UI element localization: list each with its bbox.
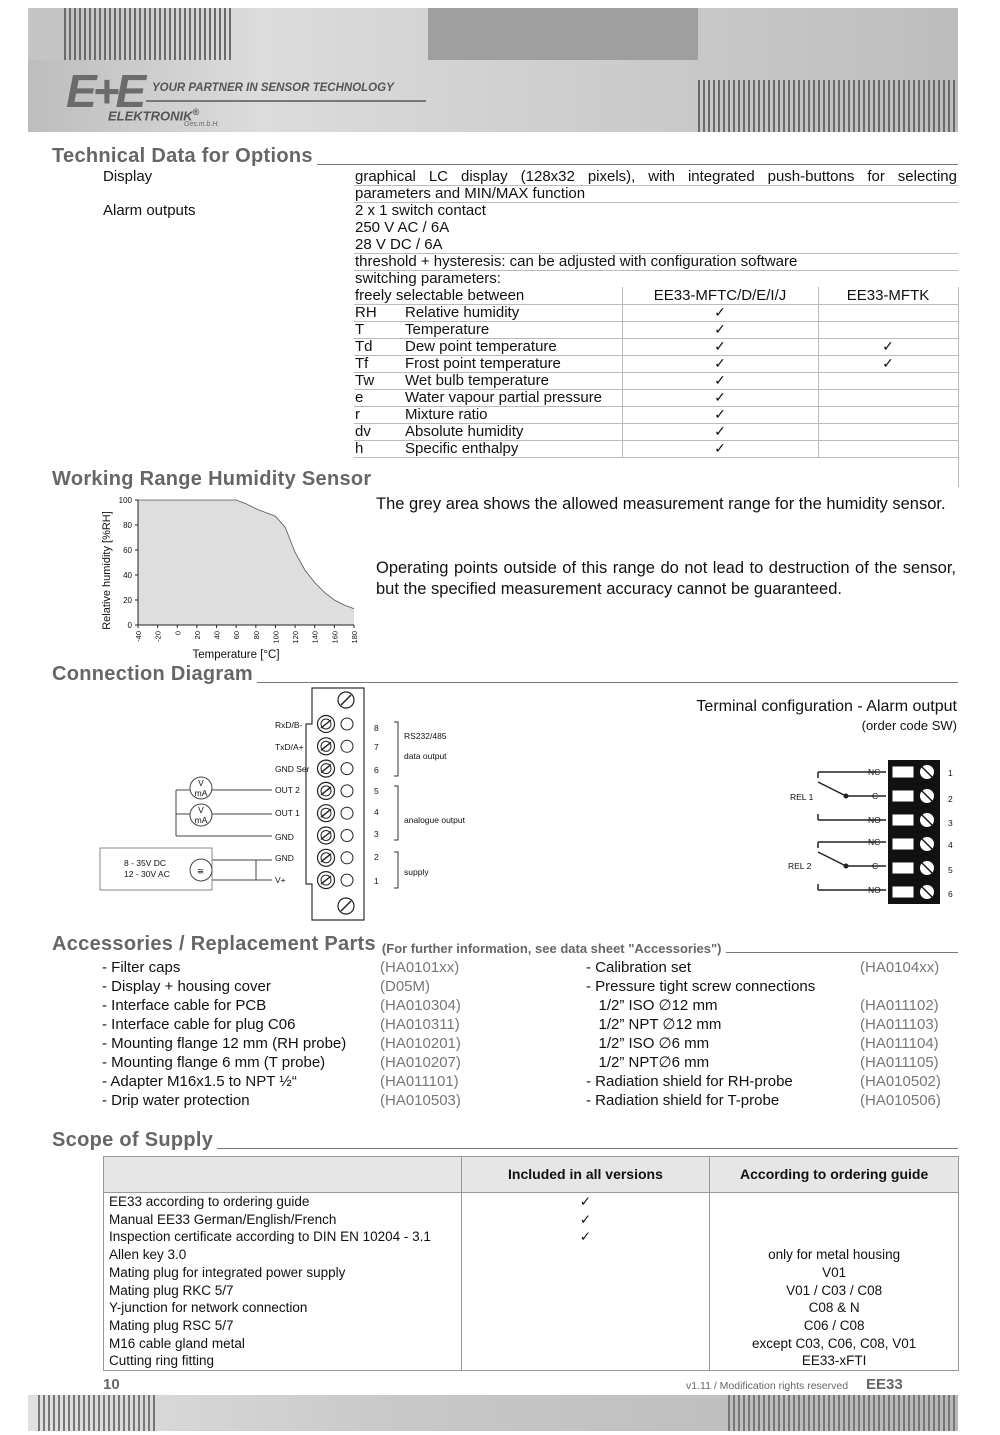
wire-entry-icon (341, 718, 353, 730)
terminal-config-sub: (order code SW) (861, 718, 957, 733)
y-tick-label: 60 (123, 546, 132, 555)
accessory-code: (HA010304) (380, 997, 461, 1014)
table-cell: Mating plug RSC 5/7 (104, 1317, 462, 1335)
accessory-code: (HA010502) (860, 1073, 941, 1090)
company-logo: E+E (66, 65, 143, 117)
param-symbol: e (355, 389, 364, 406)
param-name: Water vapour partial pressure (405, 389, 603, 406)
accessory-code: (HA0104xx) (860, 959, 940, 976)
meter-label: mA (194, 788, 208, 798)
check-icon: ✓ (882, 338, 894, 354)
header-block (28, 8, 64, 60)
x-tick-label: 160 (330, 631, 340, 644)
table-cell: M16 cable gland metal (104, 1335, 462, 1353)
accessory-code: (HA010311) (380, 1016, 460, 1033)
table-row (104, 1335, 959, 1353)
param-name: Relative humidity (405, 304, 520, 321)
wire-slot (892, 766, 914, 778)
accessory-code: (HA011103) (860, 1016, 939, 1033)
meter-label: V (198, 778, 204, 788)
section-heading-working-range: Working Range Humidity Sensor (52, 468, 372, 490)
check-icon: ✓ (714, 440, 726, 456)
company-name: ELEKTRONIK® (108, 107, 200, 124)
group-label: data output (404, 751, 447, 761)
check-icon: ✓ (461, 1211, 710, 1229)
wire-slot (892, 814, 914, 826)
x-tick-label: 20 (192, 631, 202, 640)
pin-number: 4 (374, 807, 379, 817)
accessory-item: - Display + housing cover (102, 978, 271, 995)
table-row (104, 1246, 959, 1264)
wire-entry-icon (341, 740, 353, 752)
pin-number: 1 (374, 876, 379, 886)
bracket (394, 722, 398, 776)
x-tick-label: -20 (153, 631, 163, 642)
param-symbol: Tf (355, 355, 369, 372)
relay-diagram (786, 756, 960, 906)
section-heading-connection: Connection Diagram (52, 664, 958, 686)
table-cell: except C03, C06, C08, V01 (710, 1335, 959, 1353)
alarm-line: 2 x 1 switch contact (355, 202, 486, 219)
header-stripes (698, 80, 958, 132)
table-cell: Manual EE33 German/English/French (104, 1211, 462, 1229)
relay-pin-number: 4 (948, 840, 953, 850)
table-cell (710, 1228, 959, 1246)
wire-entry-icon (341, 763, 353, 775)
x-tick-label: 80 (251, 631, 261, 640)
param-symbol: RH (355, 304, 377, 321)
terminal-config-title: Terminal configuration - Alarm output (696, 698, 957, 715)
contact-label: C (872, 791, 879, 801)
table-cell: Inspection certificate according to DIN EN 10204 - 3.1 (104, 1228, 462, 1246)
check-icon: ✓ (714, 321, 726, 337)
table-cell: V01 / C03 / C08 (710, 1282, 959, 1300)
header-stripes (64, 8, 234, 60)
pin-number: 3 (374, 829, 379, 839)
table-vline (958, 287, 959, 487)
contact-label: NC (868, 767, 881, 777)
check-icon: ✓ (714, 406, 726, 422)
param-name: Frost point temperature (405, 355, 561, 372)
pin-number: 8 (374, 723, 379, 733)
range-area (138, 500, 354, 625)
x-axis-label: Temperature [°C] (192, 649, 280, 661)
display-text-2: parameters and MIN/MAX function (355, 185, 586, 202)
y-tick-label: 20 (123, 596, 132, 605)
group-label: supply (404, 867, 429, 877)
relay-label: REL 1 (790, 792, 814, 802)
wire-slot (892, 838, 914, 850)
wire-slot (892, 886, 914, 898)
display-text: graphical LC display (128x32 pixels), with integrated push-buttons for selecting (355, 168, 957, 185)
table-row (104, 1352, 959, 1370)
accessory-code: (HA011104) (860, 1035, 939, 1052)
accessory-item: - Pressure tight screw connections (586, 978, 816, 995)
accessory-code: (HA011101) (380, 1073, 459, 1090)
terminal-label: TxD/A+ (275, 742, 304, 752)
check-icon: ✓ (714, 372, 726, 388)
contact-label: NO (868, 815, 881, 825)
wire-entry-icon (341, 852, 353, 864)
alarm-line: switching parameters: (355, 270, 501, 287)
table-cell (710, 1193, 959, 1211)
footer-bar (28, 1395, 958, 1431)
terminal-label: RxD/B- (275, 720, 303, 730)
table-cell (461, 1282, 710, 1300)
version-note: v1.11 / Modification rights reserved (686, 1380, 849, 1392)
meter-label: mA (194, 815, 208, 825)
page-number: 10 (103, 1376, 120, 1393)
bracket (394, 852, 398, 888)
pin-number: 2 (374, 852, 379, 862)
table-row (104, 1299, 959, 1317)
pin-number: 6 (374, 765, 379, 775)
x-tick-label: 100 (271, 631, 281, 644)
terminal-block (888, 760, 940, 904)
alarm-line: threshold + hysteresis: can be adjusted with configuration software (355, 253, 798, 270)
y-tick-label: 40 (123, 571, 132, 580)
table-cell: Mating plug RKC 5/7 (104, 1282, 462, 1300)
connection-diagram (96, 684, 496, 924)
check-icon: ✓ (714, 355, 726, 371)
accessory-item: - Radiation shield for T-probe (586, 1092, 780, 1109)
y-tick-label: 100 (118, 496, 132, 505)
accessory-item: - Mounting flange 6 mm (T probe) (102, 1054, 326, 1071)
contact-label: NC (868, 837, 881, 847)
table-cell (710, 1211, 959, 1229)
check-icon: ✓ (714, 304, 726, 320)
scope-table (103, 1156, 959, 1371)
table-cell (461, 1317, 710, 1335)
contact-label: NO (868, 885, 881, 895)
terminal-label: GND Ser (275, 764, 310, 774)
param-name: Wet bulb temperature (405, 372, 549, 389)
check-icon: ✓ (714, 423, 726, 439)
page-header (28, 8, 958, 132)
relay-pin-number: 5 (948, 865, 953, 875)
relay-pin-number: 6 (948, 889, 953, 899)
relay-pin-number: 1 (948, 768, 953, 778)
working-range-para-2: Operating points outside of this range do not lead to destruction of the sensor, but the specified measurement accuracy cannot be guaranteed. (376, 559, 956, 598)
display-label: Display (103, 168, 153, 185)
relay-label: REL 2 (788, 861, 812, 871)
param-name: Dew point temperature (405, 338, 557, 355)
x-tick-label: 180 (350, 631, 359, 644)
param-symbol: h (355, 440, 364, 457)
wire-entry-icon (341, 785, 353, 797)
param-symbol: T (355, 321, 365, 338)
accessory-code: (HA010201) (380, 1035, 461, 1052)
terminal-label: GND (275, 832, 294, 842)
table-header-cell (104, 1157, 462, 1193)
accessory-code: (D05M) (380, 978, 431, 995)
param-header-mftk: EE33-MFTK (846, 287, 930, 304)
table-cell: Allen key 3.0 (104, 1246, 462, 1264)
relay-pin-number: 2 (948, 794, 953, 804)
wire-slot (892, 862, 914, 874)
y-tick-label: 80 (123, 521, 132, 530)
param-symbol: dv (355, 423, 371, 440)
table-rule (354, 457, 958, 458)
wire-entry-icon (341, 830, 353, 842)
check-icon: ✓ (461, 1193, 710, 1211)
table-cell: Y-junction for network connection (104, 1299, 462, 1317)
alarm-label: Alarm outputs (103, 202, 196, 219)
accessory-code: (HA010506) (860, 1092, 941, 1109)
param-name: Mixture ratio (405, 406, 488, 423)
header-divider (146, 100, 426, 102)
supply-symbol: ≅ (197, 866, 205, 876)
working-range-para-1: The grey area shows the allowed measurement range for the humidity sensor. (376, 495, 946, 513)
y-axis-label: Relative humidity [%RH] (101, 511, 113, 630)
group-label: RS232/485 (404, 731, 447, 741)
table-row (104, 1211, 959, 1229)
group-label: analogue output (404, 815, 465, 825)
supply-text: 12 - 30V AC (124, 869, 170, 879)
table-cell: V01 (710, 1264, 959, 1282)
table-cell: only for metal housing (710, 1246, 959, 1264)
model-name: EE33 (866, 1376, 903, 1393)
accessory-item: 1/2” ISO ∅6 mm (586, 1035, 710, 1052)
param-symbol: r (355, 406, 360, 423)
accessory-item: - Interface cable for PCB (102, 997, 267, 1014)
check-icon: ✓ (882, 355, 894, 371)
accessory-item: - Calibration set (586, 959, 692, 976)
wire-entry-icon (341, 874, 353, 886)
table-header-cell: According to ordering guide (710, 1157, 959, 1193)
x-tick-label: 0 (173, 631, 183, 636)
table-cell: EE33-xFTI (710, 1352, 959, 1370)
table-row (104, 1193, 959, 1211)
table-row (104, 1282, 959, 1300)
x-tick-label: 120 (291, 631, 301, 644)
bracket (394, 786, 398, 840)
terminal-label: GND (275, 853, 294, 863)
section-heading-scope: Scope of Supply (52, 1130, 958, 1152)
table-cell: Cutting ring fitting (104, 1352, 462, 1370)
param-name: Absolute humidity (405, 423, 524, 440)
accessory-item: - Adapter M16x1.5 to NPT ½“ (102, 1073, 297, 1090)
table-cell (461, 1264, 710, 1282)
terminal-label: V+ (275, 875, 286, 885)
meter-label: V (198, 805, 204, 815)
table-row (104, 1317, 959, 1335)
accessory-code: (HA0101xx) (380, 959, 460, 976)
legal-form: Ges.m.b.H. (184, 121, 220, 128)
accessory-code: (HA010207) (380, 1054, 461, 1071)
table-row (104, 1228, 959, 1246)
param-symbol: Tw (355, 372, 375, 389)
accessory-item: - Radiation shield for RH-probe (586, 1073, 793, 1090)
check-icon: ✓ (461, 1228, 710, 1246)
param-header-mftc: EE33-MFTC/D/E/I/J (653, 287, 787, 304)
accessory-item: - Filter caps (102, 959, 181, 976)
table-cell: C08 & N (710, 1299, 959, 1317)
accessory-code: (HA011105) (860, 1054, 939, 1071)
tagline: YOUR PARTNER IN SENSOR TECHNOLOGY (152, 82, 394, 94)
accessory-item: - Interface cable for plug C06 (102, 1016, 296, 1033)
table-cell (461, 1352, 710, 1370)
x-tick-label: -40 (134, 631, 143, 642)
header-block (428, 8, 698, 60)
table-header-cell: Included in all versions (461, 1157, 710, 1193)
x-tick-label: 140 (310, 631, 320, 644)
table-row (104, 1264, 959, 1282)
table-cell (461, 1335, 710, 1353)
terminal-label: OUT 2 (275, 785, 300, 795)
section-heading-accessories: Accessories / Replacement Parts (For further information, see data sheet "Accessories") (52, 934, 958, 956)
param-header: freely selectable between (355, 287, 525, 304)
table-cell: EE33 according to ordering guide (104, 1193, 462, 1211)
param-symbol: Td (355, 338, 373, 355)
supply-text: 8 - 35V DC (124, 858, 167, 868)
y-tick-label: 0 (127, 621, 132, 630)
table-cell: C06 / C08 (710, 1317, 959, 1335)
param-name: Temperature (405, 321, 490, 338)
accessory-item: 1/2” NPT ∅12 mm (586, 1016, 722, 1033)
section-heading-options: Technical Data for Options (52, 146, 958, 168)
contact-label: C (872, 861, 879, 871)
accessory-item: - Drip water protection (102, 1092, 250, 1109)
x-tick-label: 60 (232, 631, 242, 640)
x-tick-label: 40 (212, 631, 222, 640)
check-icon: ✓ (714, 338, 726, 354)
param-name: Specific enthalpy (405, 440, 519, 457)
pin-number: 7 (374, 742, 379, 752)
accessory-item: 1/2” ISO ∅12 mm (586, 997, 718, 1014)
wire-slot (892, 790, 914, 802)
table-cell (461, 1246, 710, 1264)
alarm-line: 28 V DC / 6A (355, 236, 443, 253)
terminal-label: OUT 1 (275, 808, 300, 818)
accessory-item: - Mounting flange 12 mm (RH probe) (102, 1035, 347, 1052)
table-cell: Mating plug for integrated power supply (104, 1264, 462, 1282)
table-header-row (104, 1157, 959, 1193)
accessory-item: 1/2” NPT∅6 mm (586, 1054, 710, 1071)
relay-pin-number: 3 (948, 818, 953, 828)
table-cell (461, 1299, 710, 1317)
alarm-line: 250 V AC / 6A (355, 219, 450, 236)
pin-number: 5 (374, 786, 379, 796)
accessory-code: (HA011102) (860, 997, 939, 1014)
check-icon: ✓ (714, 389, 726, 405)
accessory-code: (HA010503) (380, 1092, 461, 1109)
working-range-chart (96, 492, 368, 664)
wire-entry-icon (341, 807, 353, 819)
